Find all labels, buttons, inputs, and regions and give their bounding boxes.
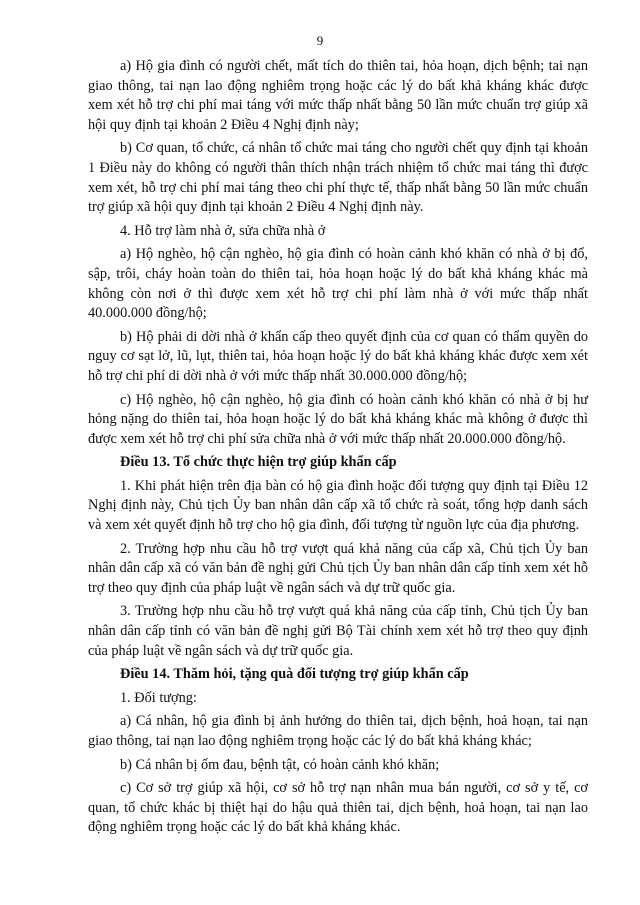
paragraph-3b: b) Cơ quan, tổ chức, cá nhân tổ chức mai táng cho người chết quy định tại khoản 1 Điều này do không có người thân thích nhận trách nhiệm tổ chức mai táng thì được xem xét, hỗ trợ chi phí mai táng theo chi phí thực tế, thấp nhất bằng 50 lần mức chuẩn trợ giúp xã hội quy định tại khoản 2 Điều 4 Nghị định này. — [88, 140, 588, 216]
article-13-heading: Điều 13. Tổ chức thực hiện trợ giúp khẩn cấp — [120, 454, 397, 471]
paragraph-4a: a) Hộ nghèo, hộ cận nghèo, hộ gia đình có hoàn cảnh khó khăn có nhà ở bị đổ, sập, trôi, cháy hoàn toàn do thiên tai, hỏa hoạn hoặc lý do bất khả kháng khác mà không còn nơi ở thì được xem xét hỗ trợ chi phí làm nhà ở với mức thấp nhất 40.000.000 đồng/hộ; — [88, 246, 588, 322]
article-14-item-c: c) Cơ sở trợ giúp xã hội, cơ sở hỗ trợ nạn nhân mua bán người, cơ sở y tế, cơ quan, tổ chức khác bị thiệt hại do hậu quả thiên tai, dịch bệnh, hoả hoạn, tai nạn lao động nghiêm trọng hoặc các lý do bất khả kháng khác. — [88, 780, 588, 836]
article-13-clause-2: 2. Trường hợp nhu cầu hỗ trợ vượt quá khả năng của cấp xã, Chủ tịch Ủy ban nhân dân cấp xã có văn bản đề nghị gửi Chủ tịch Ủy ban nhân dân cấp tỉnh xem xét hỗ trợ theo quy định của pháp luật về ngân sách và dự trữ quốc gia. — [88, 540, 588, 596]
article-14-item-b: b) Cá nhân bị ốm đau, bệnh tật, có hoàn cảnh khó khăn; — [120, 756, 440, 773]
document-body — [88, 57, 588, 842]
article-14-clause-1: 1. Đối tượng: — [120, 689, 197, 706]
page-number: 9 — [316, 33, 324, 48]
article-13-clause-1: 1. Khi phát hiện trên địa bàn có hộ gia đình hoặc đối tượng quy định tại Điều 12 Nghị định này, Chủ tịch Ủy ban nhân dân cấp xã tổ chức rà soát, tổng hợp danh sách và xem xét quyết định hỗ trợ cho hộ gia đình, đối tượng từ nguồn lực của địa phương. — [88, 477, 588, 534]
article-14-heading: Điều 14. Thăm hỏi, tặng quà đối tượng trợ giúp khẩn cấp — [120, 666, 469, 683]
clause-4-title: 4. Hỗ trợ làm nhà ở, sửa chữa nhà ở — [120, 222, 326, 239]
article-13-clause-3: 3. Trường hợp nhu cầu hỗ trợ vượt quá khả năng của cấp tỉnh, Chủ tịch Ủy ban nhân dân cấp tỉnh có văn bản đề nghị gửi Bộ Tài chính xem xét hỗ trợ theo quy định của pháp luật về ngân sách và dự trữ quốc gia. — [88, 603, 588, 659]
article-14-item-a: a) Cá nhân, hộ gia đình bị ảnh hưởng do thiên tai, dịch bệnh, hoả hoạn, tai nạn giao thông, tai nạn lao động nghiêm trọng hoặc các lý do bất khả kháng khác; — [88, 713, 588, 749]
paragraph-4c: c) Hộ nghèo, hộ cận nghèo, hộ gia đình có hoàn cảnh khó khăn có nhà ở bị hư hỏng nặng do thiên tai, hỏa hoạn hoặc lý do bất khả kháng khác mà không ở được thì được xem xét hỗ trợ chi phí sửa chữa nhà ở với mức thấp nhất 20.000.000 đồng/hộ. — [88, 391, 588, 447]
paragraph-4b: b) Hộ phải di dời nhà ở khẩn cấp theo quyết định của cơ quan có thẩm quyền do nguy cơ sạt lở, lũ, lụt, thiên tai, hỏa hoạn hoặc lý do bất khả kháng khác được xem xét hỗ trợ chi phí di dời nhà ở với mức thấp nhất 30.000.000 đồng/hộ; — [88, 328, 588, 384]
paragraph-3a: a) Hộ gia đình có người chết, mất tích do thiên tai, hỏa hoạn, dịch bệnh; tai nạn giao thông, tai nạn lao động nghiêm trọng hoặc các lý do bất khả kháng khác được xem xét hỗ trợ chi phí mai táng với mức thấp nhất bằng 50 lần mức chuẩn trợ giúp xã hội quy định tại khoản 2 Điều 4 Nghị định này; — [88, 58, 588, 133]
